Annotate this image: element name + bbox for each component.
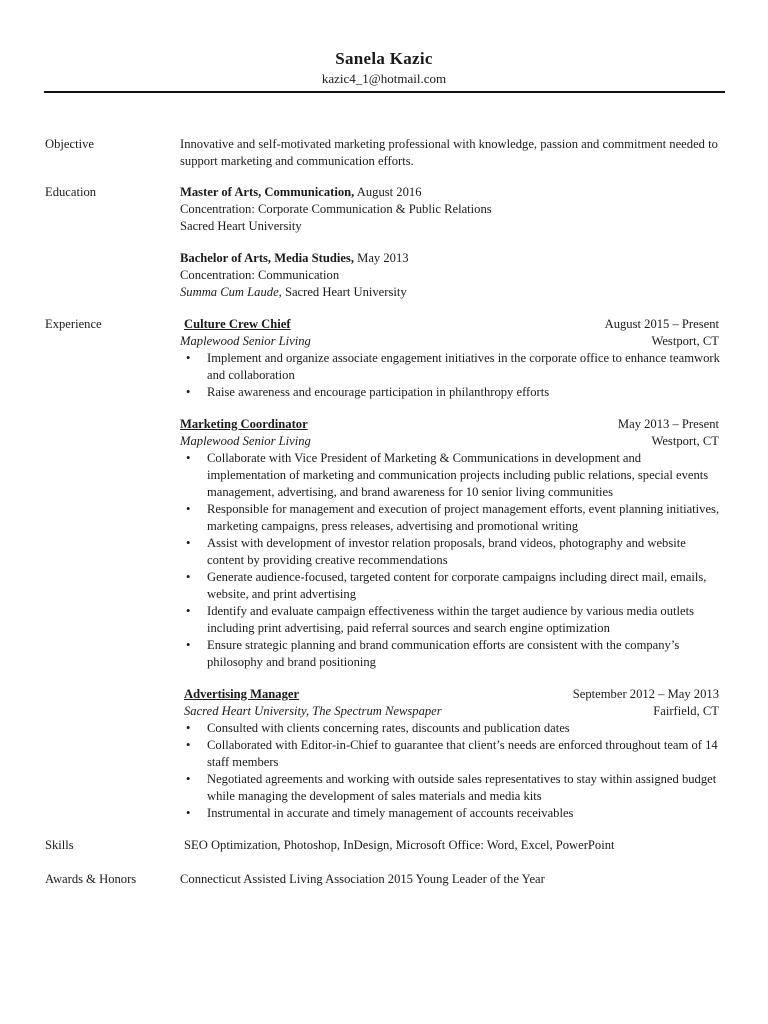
resume-header bbox=[0, 48, 768, 87]
degree-concentration: Concentration: Corporate Communication & Public Relations bbox=[180, 202, 492, 216]
awards-label: Awards & Honors bbox=[45, 872, 137, 886]
job-entry bbox=[180, 416, 725, 671]
education-content bbox=[180, 184, 725, 301]
list-item: • Implement and organize associate engagement initiatives in the corporate office to enhance teamwork and collaboration bbox=[180, 350, 722, 384]
education-entry bbox=[180, 184, 725, 235]
degree-school: Sacred Heart University bbox=[180, 219, 302, 233]
job-dates: September 2012 – May 2013 bbox=[572, 687, 719, 701]
skills-text: SEO Optimization, Photoshop, InDesign, Microsoft Office: Word, Excel, PowerPoint bbox=[184, 838, 615, 852]
list-item: • Identify and evaluate campaign effectiveness within the target audience by various media outlets including print advertising, paid referral sources and search engine optimization bbox=[180, 603, 722, 637]
candidate-email: kazic4_1@hotmail.com bbox=[321, 71, 447, 86]
degree-honor: Summa Cum Laude bbox=[180, 285, 279, 299]
objective-text: Innovative and self-motivated marketing professional with knowledge, passion and commitment needed to support marketing and communication efforts. bbox=[180, 137, 718, 168]
list-item: • Responsible for management and execution of project management efforts, event planning initiatives, marketing campaigns, press releases, advertising and promotional writing bbox=[180, 501, 722, 535]
list-item: • Negotiated agreements and working with outside sales representatives to stay within assigned budget while managing the development of sales materials and media kits bbox=[180, 771, 722, 805]
list-item: • Generate audience-focused, targeted content for corporate campaigns including direct mail, emails, website, and print advertising bbox=[180, 569, 722, 603]
experience-content bbox=[180, 316, 725, 822]
list-item: • Instrumental in accurate and timely management of accounts receivables bbox=[180, 805, 722, 822]
education-label: Education bbox=[45, 185, 97, 199]
job-organization: Sacred Heart University, The Spectrum Newspaper bbox=[184, 704, 442, 718]
job-title: Advertising Manager bbox=[184, 687, 300, 701]
job-bullets bbox=[180, 720, 725, 822]
objective-label: Objective bbox=[45, 137, 94, 151]
list-item: • Consulted with clients concerning rates, discounts and publication dates bbox=[180, 720, 722, 737]
degree-title: Bachelor of Arts, Media Studies, bbox=[180, 251, 354, 265]
awards-text: Connecticut Assisted Living Association 2015 Young Leader of the Year bbox=[180, 872, 545, 886]
skills-label: Skills bbox=[45, 838, 74, 852]
degree-school: , Sacred Heart University bbox=[278, 285, 407, 299]
job-location: Westport, CT bbox=[651, 434, 719, 448]
job-organization: Maplewood Senior Living bbox=[180, 334, 311, 348]
experience-label: Experience bbox=[45, 317, 102, 331]
candidate-name: Sanela Kazic bbox=[335, 49, 433, 68]
degree-concentration: Concentration: Communication bbox=[180, 268, 340, 282]
job-bullets bbox=[180, 450, 725, 671]
job-title: Culture Crew Chief bbox=[184, 317, 291, 331]
education-entry bbox=[180, 250, 725, 301]
job-dates: May 2013 – Present bbox=[617, 417, 719, 431]
degree-date: May 2013 bbox=[353, 251, 409, 265]
header-divider bbox=[44, 91, 725, 93]
job-organization: Maplewood Senior Living bbox=[180, 434, 311, 448]
job-title: Marketing Coordinator bbox=[180, 417, 308, 431]
list-item: • Ensure strategic planning and brand communication efforts are consistent with the company’s philosophy and brand positioning bbox=[180, 637, 722, 671]
job-entry bbox=[180, 316, 725, 401]
list-item: • Raise awareness and encourage participation in philanthropy efforts bbox=[180, 384, 722, 401]
list-item: • Collaborate with Vice President of Marketing & Communications in development and implementation of marketing and communication projects including public relations, special events management, advertising, and brand awareness for 10 senior living communities bbox=[180, 450, 722, 501]
list-item: • Assist with development of investor relation proposals, brand videos, photography and website content by providing creative recommendations bbox=[180, 535, 722, 569]
job-entry bbox=[180, 686, 725, 822]
job-bullets bbox=[180, 350, 725, 401]
degree-date: August 2016 bbox=[354, 185, 422, 199]
degree-title: Master of Arts, Communication, bbox=[180, 185, 355, 199]
job-dates: August 2015 – Present bbox=[604, 317, 719, 331]
job-location: Fairfield, CT bbox=[653, 704, 719, 718]
list-item: • Collaborated with Editor-in-Chief to guarantee that client’s needs are enforced throughout team of 14 staff members bbox=[180, 737, 722, 771]
job-location: Westport, CT bbox=[651, 334, 719, 348]
